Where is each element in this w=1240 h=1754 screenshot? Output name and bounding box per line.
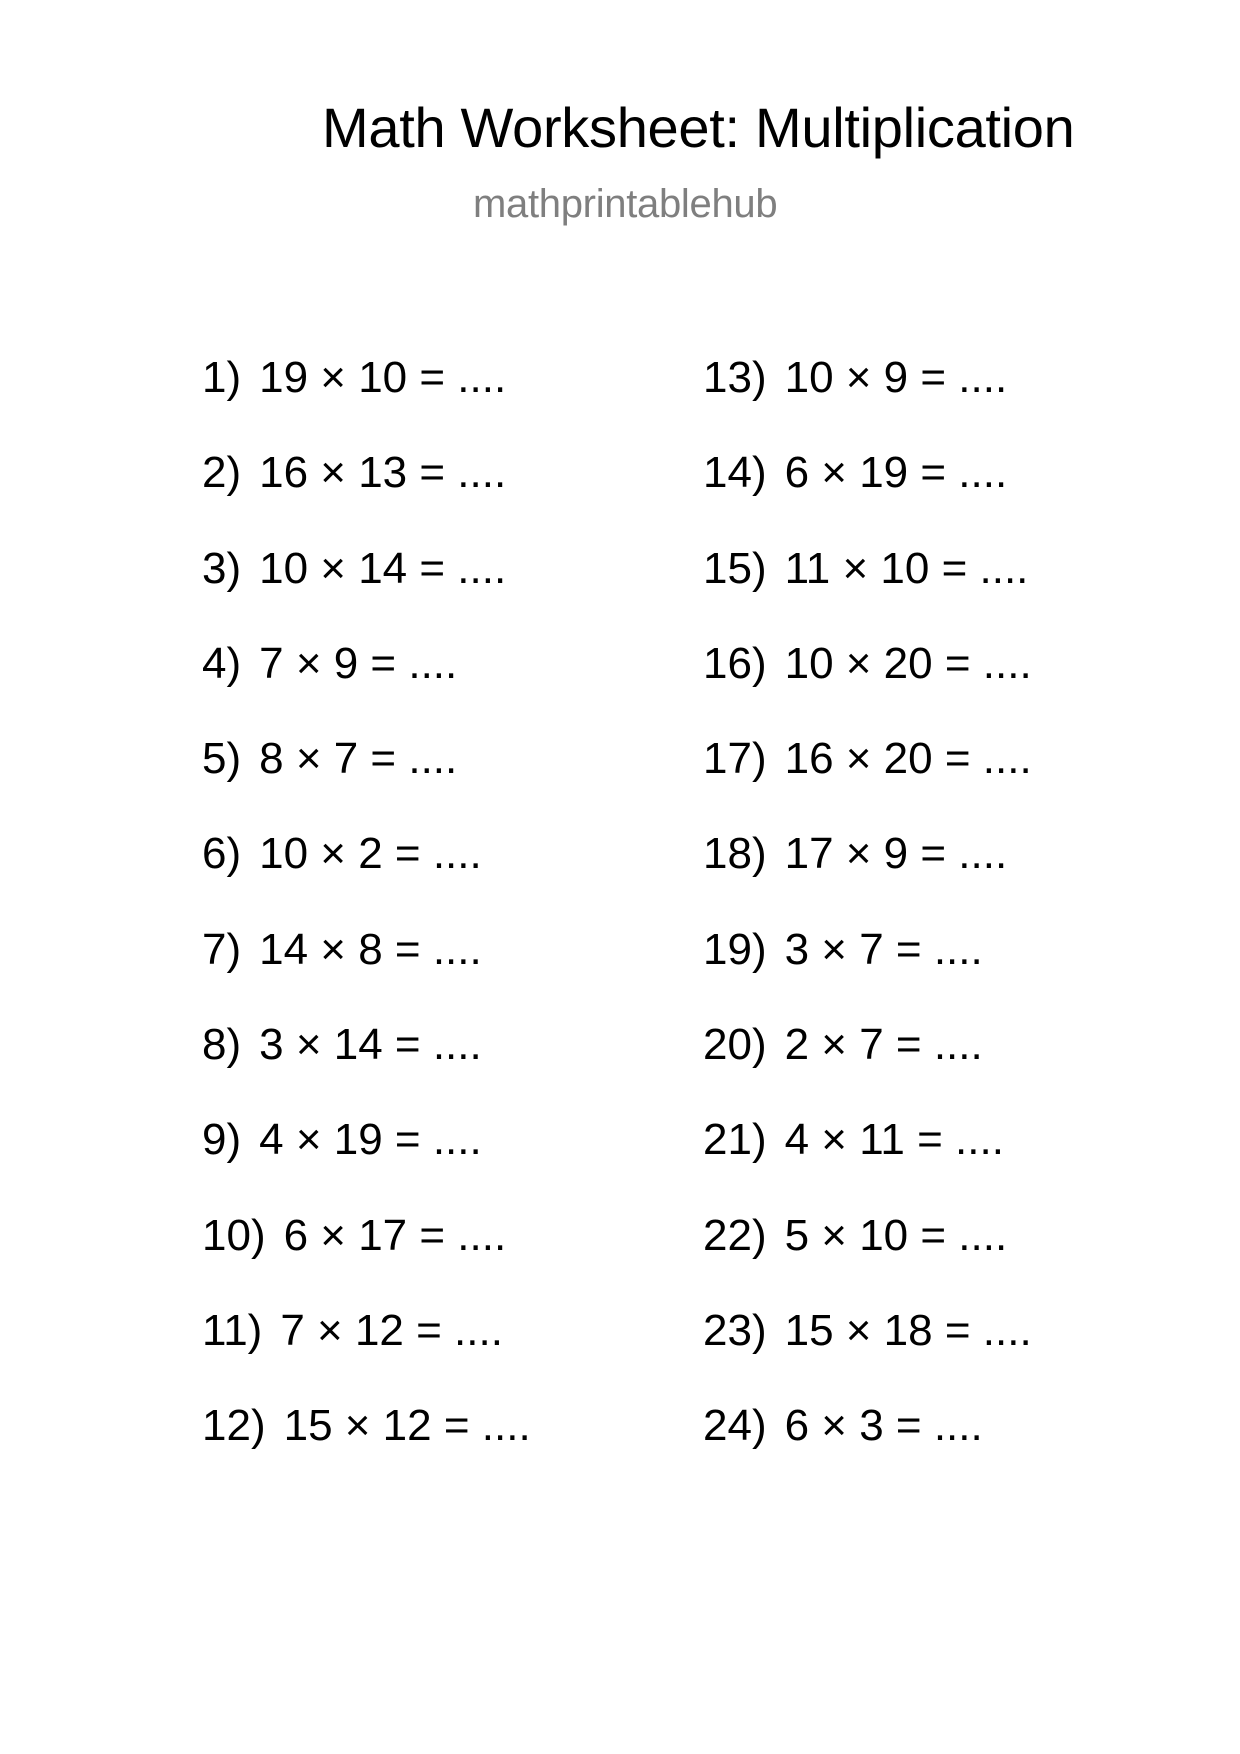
- problem-number: 21): [703, 1115, 767, 1165]
- problem-item: [703, 1019, 1032, 1114]
- worksheet-subtitle: mathprintablehub: [473, 182, 778, 226]
- problem-number: 10): [202, 1210, 266, 1260]
- problem-expression: 4 × 11 = ....: [784, 1115, 1004, 1165]
- problem-expression: 5 × 10 = ....: [784, 1210, 1008, 1260]
- problem-expression: 16 × 20 = ....: [784, 734, 1032, 784]
- problem-item: [202, 1400, 531, 1495]
- problem-expression: 17 × 9 = ....: [784, 829, 1008, 879]
- problem-number: 23): [703, 1305, 767, 1355]
- problem-item: [202, 638, 531, 733]
- problem-expression: 10 × 9 = ....: [784, 353, 1008, 402]
- problem-item: [202, 543, 531, 638]
- problem-number: 6): [202, 829, 242, 879]
- problem-number: 8): [202, 1020, 242, 1070]
- problem-item: [703, 638, 1032, 733]
- problem-expression: 7 × 12 = ....: [280, 1305, 503, 1355]
- problem-expression: 10 × 2 = ....: [259, 829, 482, 879]
- worksheet-title: Math Worksheet: Multiplication: [322, 96, 1075, 159]
- problem-number: 22): [703, 1210, 767, 1260]
- problem-item: [703, 1400, 1032, 1495]
- problem-number: 14): [703, 448, 767, 498]
- problem-item: [202, 1210, 531, 1305]
- problem-number: 9): [202, 1115, 242, 1165]
- problem-number: 24): [703, 1401, 767, 1451]
- problem-number: 19): [703, 924, 767, 974]
- problem-number: 2): [202, 448, 242, 498]
- problem-expression: 6 × 17 = ....: [283, 1210, 507, 1260]
- problem-number: 15): [703, 543, 767, 593]
- problem-item: [703, 1114, 1032, 1209]
- problem-number: 5): [202, 734, 242, 784]
- problem-expression: 16 × 13 = ....: [259, 448, 507, 498]
- problem-expression: 15 × 18 = ....: [784, 1305, 1032, 1355]
- problem-number: 17): [703, 734, 767, 784]
- problem-item: [202, 733, 531, 828]
- problem-item: [703, 828, 1032, 923]
- problem-number: 4): [202, 638, 242, 688]
- problem-item: [202, 1305, 531, 1400]
- problem-item: [703, 543, 1032, 638]
- problem-number: 1): [202, 353, 242, 402]
- problem-item: [703, 447, 1032, 542]
- problem-number: 16): [703, 638, 767, 688]
- problem-expression: 4 × 19 = ....: [259, 1115, 482, 1165]
- problem-number: 12): [202, 1401, 266, 1451]
- problem-expression: 14 × 8 = ....: [259, 924, 482, 974]
- problem-item: [202, 1019, 531, 1114]
- problem-expression: 6 × 3 = ....: [784, 1401, 983, 1451]
- problem-item: [703, 1210, 1032, 1305]
- problem-expression: 19 × 10 = ....: [259, 353, 507, 402]
- problem-item: [703, 352, 1032, 447]
- problem-expression: 7 × 9 = ....: [259, 638, 458, 688]
- problem-expression: 2 × 7 = ....: [784, 1020, 983, 1070]
- problem-expression: 15 × 12 = ....: [283, 1401, 531, 1451]
- problem-expression: 3 × 14 = ....: [259, 1020, 482, 1070]
- problem-expression: 6 × 19 = ....: [784, 448, 1008, 498]
- problem-number: 20): [703, 1020, 767, 1070]
- problem-expression: 3 × 7 = ....: [784, 924, 983, 974]
- problem-item: [202, 352, 531, 447]
- problem-item: [703, 1305, 1032, 1400]
- problem-item: [703, 733, 1032, 828]
- problem-item: [202, 924, 531, 1019]
- problem-expression: 10 × 20 = ....: [784, 638, 1032, 688]
- problem-item: [202, 1114, 531, 1209]
- problems-column-right: [703, 352, 1032, 1496]
- problem-expression: 10 × 14 = ....: [259, 543, 507, 593]
- problem-item: [202, 447, 531, 542]
- problem-number: 18): [703, 829, 767, 879]
- problem-number: 11): [202, 1305, 263, 1355]
- problem-item: [703, 924, 1032, 1019]
- problems-column-left: [202, 352, 531, 1496]
- problem-item: [202, 828, 531, 923]
- problem-expression: 8 × 7 = ....: [259, 734, 458, 784]
- problem-expression: 11 × 10 = ....: [784, 543, 1029, 593]
- problem-number: 7): [202, 924, 242, 974]
- problem-number: 13): [703, 353, 767, 402]
- problem-number: 3): [202, 543, 242, 593]
